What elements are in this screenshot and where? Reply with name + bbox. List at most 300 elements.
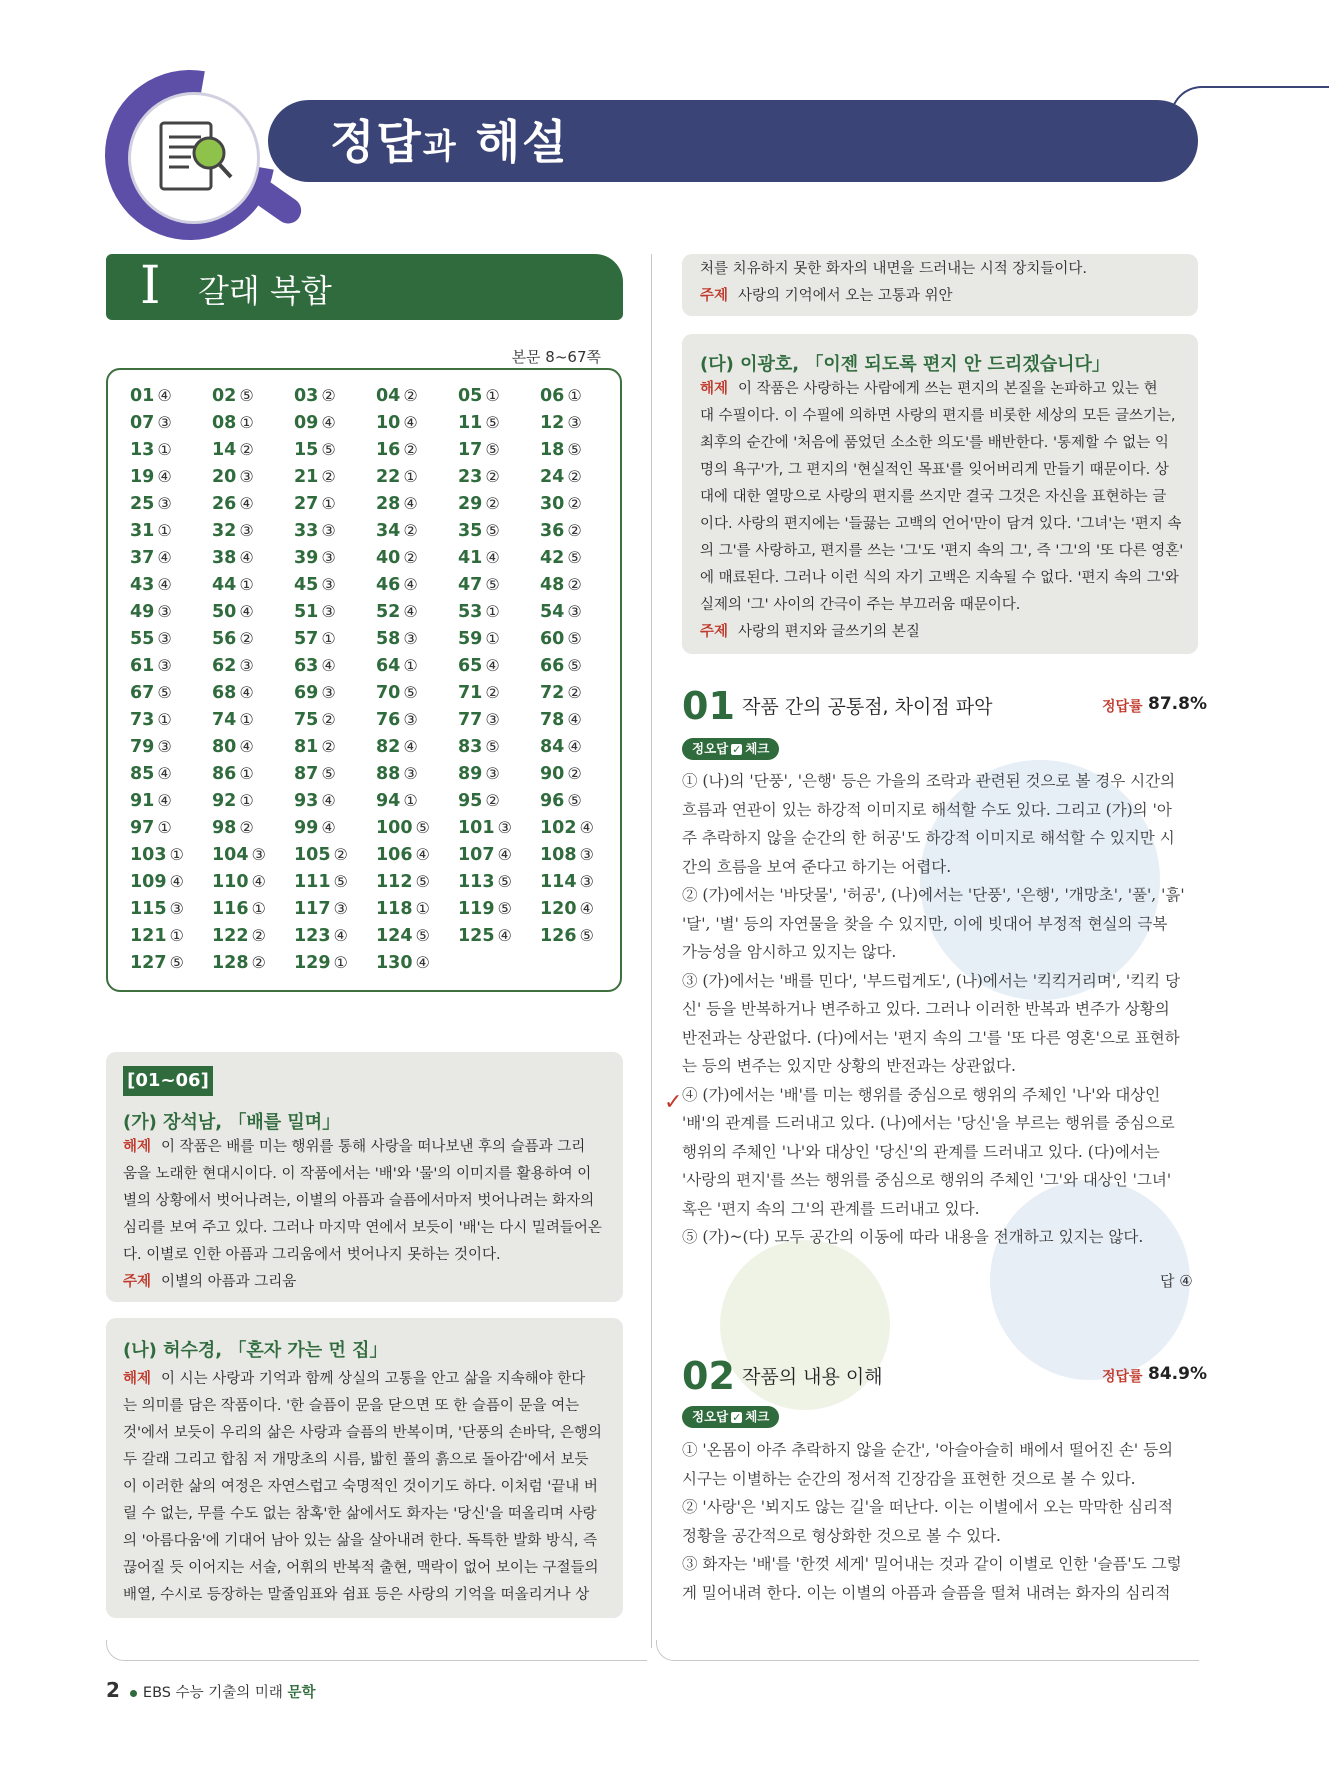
answer-choice: ②	[239, 629, 254, 648]
answer-item	[294, 467, 336, 487]
answer-item	[376, 926, 430, 946]
answer-choice: ④	[485, 548, 500, 567]
answer-choice: ②	[485, 494, 500, 513]
explanation-line: '배'의 관계를 드러내고 있다. (나)에서는 '당신'을 부르는 행위를 중심으로	[682, 1114, 1175, 1132]
answer-item	[376, 575, 418, 595]
answer-number: 63	[294, 656, 319, 676]
answer-choice: ④	[333, 926, 348, 945]
book-title: EBS 수능 기출의 미래	[142, 1685, 283, 1701]
answer-choice: ③	[403, 629, 418, 648]
answer-item	[212, 494, 254, 514]
answer-item	[458, 602, 500, 622]
answer-item	[212, 521, 254, 541]
section-title: 갈래 복합	[198, 272, 332, 310]
answer-number: 41	[458, 548, 483, 568]
answer-number: 04	[376, 386, 401, 406]
bullet-icon	[130, 1690, 137, 1697]
text-line: 명의 욕구'가, 그 편지의 '현실적인 목표'를 잊어버리게 만들기 때문이다. 상	[700, 462, 1169, 478]
answer-choice: ④	[251, 872, 266, 891]
answer-item	[130, 467, 172, 487]
answer-choice: ③	[239, 521, 254, 540]
answer-number: 57	[294, 629, 319, 649]
answer-number: 79	[130, 737, 155, 757]
answer-number: 06	[540, 386, 565, 406]
answer-choice: ③	[157, 656, 172, 675]
explanation-line: 정황을 공간적으로 형상화한 것으로 볼 수 있다.	[682, 1526, 1001, 1545]
answer-number: 08	[212, 413, 237, 433]
explanation-line: ② (가)에서는 '바닷물', '허공', (나)에서는 '단풍', '은행', '개망초', '풀', '흙'	[682, 886, 1185, 904]
answer-item	[130, 872, 184, 892]
answer-item	[212, 602, 254, 622]
answer-number: 86	[212, 764, 237, 784]
answer-item	[130, 737, 172, 757]
answer-item	[458, 521, 500, 541]
answer-number: 11	[458, 413, 483, 433]
answer-choice: ④	[169, 872, 184, 891]
answer-item	[212, 386, 254, 406]
answer-choice: ①	[169, 926, 184, 945]
answer-item	[130, 926, 184, 946]
answer-number: 49	[130, 602, 155, 622]
answer-item	[458, 386, 500, 406]
answer-number: 83	[458, 737, 483, 757]
answer-choice: ④	[485, 656, 500, 675]
answer-number: 47	[458, 575, 483, 595]
answer-number: 118	[376, 899, 413, 919]
answer-number: 106	[376, 845, 413, 865]
answer-choice: ⑤	[239, 386, 254, 405]
subject-label: 문학	[287, 1685, 316, 1701]
answer-choice: ①	[485, 629, 500, 648]
answer-number: 129	[294, 953, 331, 973]
text-line: 해제 이 작품은 사랑하는 사람에게 쓰는 편지의 본질을 논파하고 있는 현	[700, 381, 1158, 397]
label-juje: 주제	[700, 624, 729, 640]
answer-number: 108	[540, 845, 577, 865]
explanation-line: 시구는 이별하는 순간의 정서적 긴장감을 표현한 것으로 볼 수 있다.	[682, 1469, 1136, 1488]
answer-number: 70	[376, 683, 401, 703]
answer-number: 51	[294, 602, 319, 622]
answer-item	[212, 872, 266, 892]
answer-item	[458, 926, 512, 946]
answer-item	[130, 845, 184, 865]
answer-number: 12	[540, 413, 565, 433]
answer-item	[130, 764, 172, 784]
explanation-01	[682, 767, 1198, 1252]
answer-number: 34	[376, 521, 401, 541]
answer-item	[458, 899, 512, 919]
text-line: 최후의 순간에 '처음에 품었던 소소한 의도'를 배반한다. '통제할 수 없는 익	[700, 435, 1169, 451]
answer-number: 124	[376, 926, 413, 946]
answer-item	[212, 656, 254, 676]
answer-item	[294, 872, 348, 892]
answer-number: 17	[458, 440, 483, 460]
answer-choice: ②	[321, 737, 336, 756]
answer-number: 90	[540, 764, 565, 784]
answer-number: 117	[294, 899, 331, 919]
answer-number: 38	[212, 548, 237, 568]
answer-choice: ①	[485, 602, 500, 621]
answer-item	[540, 656, 582, 676]
answer-number: 97	[130, 818, 155, 838]
answer-item	[130, 629, 172, 649]
answer-number: 123	[294, 926, 331, 946]
answer-number: 05	[458, 386, 483, 406]
accuracy-label-01: 정답률	[1102, 699, 1143, 715]
answer-number: 113	[458, 872, 495, 892]
accuracy-label-02: 정답률	[1102, 1369, 1143, 1385]
answer-number: 10	[376, 413, 401, 433]
answer-choice: ④	[497, 845, 512, 864]
answer-choice: ②	[567, 683, 582, 702]
answer-item	[540, 521, 582, 541]
answer-number: 104	[212, 845, 249, 865]
answer-item	[212, 953, 266, 973]
answer-item	[540, 602, 582, 622]
answer-choice: ④	[239, 602, 254, 621]
answer-number: 119	[458, 899, 495, 919]
text-line: 는 의미를 담은 작품이다. '한 슬픔이 문을 닫으면 또 한 슬픔이 문을 여는	[123, 1398, 580, 1414]
answer-item	[130, 440, 172, 460]
answer-number: 27	[294, 494, 319, 514]
page-title: 정답과 해설	[330, 115, 569, 169]
footer-line-right	[656, 1640, 1199, 1661]
answer-number: 67	[130, 683, 155, 703]
answer-item	[130, 386, 172, 406]
answer-item	[540, 440, 582, 460]
answer-number: 121	[130, 926, 167, 946]
answer-choice: ⑤	[579, 926, 594, 945]
answer-choice: ②	[567, 494, 582, 513]
answer-choice: ③	[321, 521, 336, 540]
answer-choice: ①	[239, 575, 254, 594]
answer-item	[130, 656, 172, 676]
answer-number: 23	[458, 467, 483, 487]
question-title-01: 작품 간의 공통점, 차이점 파악	[742, 696, 993, 718]
answer-choice: ②	[485, 467, 500, 486]
answer-choice: ④	[321, 656, 336, 675]
answer-item	[130, 953, 184, 973]
answer-choice: ②	[333, 845, 348, 864]
answer-item	[294, 602, 336, 622]
answer-item	[458, 683, 500, 703]
answer-item	[294, 926, 348, 946]
answer-number: 15	[294, 440, 319, 460]
explanation-line: 반전과는 상관없다. (다)에서는 '편지 속의 그'를 '또 다른 영혼'으로 표현하	[682, 1028, 1180, 1047]
answer-choice: ③	[403, 710, 418, 729]
answer-number: 33	[294, 521, 319, 541]
answer-number: 48	[540, 575, 565, 595]
answer-number: 25	[130, 494, 155, 514]
answer-choice: ④	[157, 764, 172, 783]
label-juje: 주제	[700, 288, 729, 304]
answer-number: 45	[294, 575, 319, 595]
answer-number: 01	[130, 386, 155, 406]
document-search-icon	[128, 92, 260, 224]
answer-choice: ③	[321, 548, 336, 567]
answer-choice: ④	[321, 413, 336, 432]
answer-choice: ②	[321, 710, 336, 729]
answer-item	[212, 899, 266, 919]
answer-choice: ①	[321, 629, 336, 648]
answer-item	[376, 413, 418, 433]
answer-item	[458, 494, 500, 514]
answer-number: 77	[458, 710, 483, 730]
answer-item	[294, 710, 336, 730]
answer-item	[294, 575, 336, 595]
answer-number: 100	[376, 818, 413, 838]
answer-number: 13	[130, 440, 155, 460]
label-juje: 주제	[123, 1274, 152, 1290]
answer-number: 68	[212, 683, 237, 703]
answer-number: 80	[212, 737, 237, 757]
answer-number: 84	[540, 737, 565, 757]
answer-choice: ⑤	[497, 899, 512, 918]
answer-number: 103	[130, 845, 167, 865]
answer-number: 29	[458, 494, 483, 514]
answer-item	[130, 710, 172, 730]
answer-item	[212, 575, 254, 595]
answer-item	[212, 548, 254, 568]
answer-item	[458, 737, 500, 757]
theme-line: 주제 사랑의 기억에서 오는 고통과 위안	[700, 288, 953, 304]
label-haeje: 해제	[123, 1139, 152, 1155]
answer-number: 58	[376, 629, 401, 649]
answer-choice: ①	[403, 791, 418, 810]
text-line: 대 수필이다. 이 수필에 의하면 사랑의 편지를 비롯한 세상의 모든 글쓰기는,	[700, 408, 1176, 424]
explanation-line: ⑤ (가)~(다) 모두 공간의 이동에 따라 내용을 전개하고 있지는 않다.	[682, 1228, 1144, 1246]
answer-item	[458, 467, 500, 487]
answer-item	[294, 818, 336, 838]
explanation-line: 신' 등을 반복하거나 변주하고 있다. 그러나 이러한 반복과 변주가 상황의	[682, 1000, 1170, 1018]
answer-choice: ③	[239, 656, 254, 675]
theme-line: 주제 이별의 아픔과 그리움	[123, 1274, 297, 1290]
text-line: 실제의 '그' 사이의 간극이 주는 부끄러움 때문이다.	[700, 597, 1021, 613]
answer-choice: ⑤	[415, 926, 430, 945]
answer-number: 19	[130, 467, 155, 487]
answer-choice: ④	[157, 386, 172, 405]
answer-choice: ①	[157, 818, 172, 837]
answer-choice: ④	[239, 683, 254, 702]
text-line: 움을 노래한 현대시이다. 이 작품에서는 '배'와 '물'의 이미지를 활용하여 이	[123, 1166, 592, 1182]
answer-choice: ①	[415, 899, 430, 918]
answer-item	[376, 467, 418, 487]
passage-text-na-cont	[700, 256, 1190, 310]
answer-choice: ⑤	[321, 440, 336, 459]
answer-choice: ②	[485, 683, 500, 702]
text-line: 배열, 수시로 등장하는 말줄임표와 쉼표 등은 사랑의 기억을 떠올리거나 상	[123, 1587, 590, 1603]
answer-number: 127	[130, 953, 167, 973]
answer-choice: ④	[321, 791, 336, 810]
answer-choice: ⑤	[485, 737, 500, 756]
answer-number: 78	[540, 710, 565, 730]
answer-choice: ④	[567, 737, 582, 756]
answer-item	[458, 764, 500, 784]
answer-item	[294, 656, 336, 676]
answer-number: 115	[130, 899, 167, 919]
answer-item	[130, 413, 172, 433]
answer-choice: ②	[485, 791, 500, 810]
answer-item	[376, 953, 430, 973]
answer-choice: ①	[157, 440, 172, 459]
answer-number: 35	[458, 521, 483, 541]
answer-number: 98	[212, 818, 237, 838]
answer-item	[294, 440, 336, 460]
question-title-02: 작품의 내용 이해	[742, 1366, 883, 1388]
answer-item	[212, 737, 254, 757]
answer-choice: ③	[169, 899, 184, 918]
answer-item	[540, 737, 582, 757]
answer-choice: ③	[321, 602, 336, 621]
answer-choice: ④	[579, 818, 594, 837]
answer-number: 107	[458, 845, 495, 865]
explanation-line: ③ (가)에서는 '배를 민다', '부드럽게도', (나)에서는 '킥킥거리며', '킥킥 당	[682, 971, 1181, 990]
passage-text-na	[123, 1366, 613, 1609]
answer-number: 16	[376, 440, 401, 460]
explanation-line: ① '온몸이 아주 추락하지 않을 순간', '아슬아슬히 배에서 떨어진 손' 등의	[682, 1441, 1174, 1459]
text-line: 이다. 사랑의 편지에는 '들끓는 고백의 언어'만이 담겨 있다. '그녀'는 '편지 속	[700, 516, 1182, 532]
answer-item	[458, 656, 500, 676]
answer-number: 130	[376, 953, 413, 973]
answer-number: 14	[212, 440, 237, 460]
answer-item	[540, 494, 582, 514]
passage-title-na: (나) 허수경, 「혼자 가는 먼 집」	[123, 1340, 388, 1361]
answer-item	[130, 494, 172, 514]
check-badge-01: 정오답 ✓ 체크	[682, 738, 779, 760]
answer-choice: ①	[333, 953, 348, 972]
answer-item	[130, 521, 172, 541]
explanation-line: 게 밀어내려 한다. 이는 이별의 아픔과 슬픔을 떨쳐 내려는 화자의 심리적	[682, 1583, 1171, 1602]
answer-number: 31	[130, 521, 155, 541]
answer-number: 102	[540, 818, 577, 838]
theme-line: 주제 사랑의 편지와 글쓰기의 본질	[700, 624, 920, 640]
answer-item	[376, 494, 418, 514]
answer-item	[540, 791, 582, 811]
answer-choice: ⑤	[567, 440, 582, 459]
answer-number: 111	[294, 872, 331, 892]
answer-choice: ⑤	[497, 872, 512, 891]
answer-number: 87	[294, 764, 319, 784]
answer-number: 128	[212, 953, 249, 973]
answer-item	[376, 629, 418, 649]
answer-number: 112	[376, 872, 413, 892]
answer-choice: ⑤	[485, 575, 500, 594]
explanation-line: ③ 화자는 '배'를 '한껏 세게' 밀어내는 것과 같이 이별로 인한 '슬픔'도 그렇	[682, 1555, 1182, 1573]
answer-number: 126	[540, 926, 577, 946]
answer-item	[376, 764, 418, 784]
text-line: 끊어질 듯 이어지는 서술, 어휘의 반복적 출현, 맥락이 없어 보이는 구절들의	[123, 1560, 599, 1576]
answer-number: 09	[294, 413, 319, 433]
answer-item	[212, 845, 266, 865]
answer-number: 71	[458, 683, 483, 703]
answer-choice: ②	[251, 953, 266, 972]
answer-choice: ④	[579, 899, 594, 918]
answer-choice: ⑤	[485, 521, 500, 540]
answer-number: 109	[130, 872, 167, 892]
answer-choice: ⑤	[485, 413, 500, 432]
answer-item	[376, 791, 418, 811]
answer-choice: ③	[485, 710, 500, 729]
answer-number: 69	[294, 683, 319, 703]
answer-item	[540, 818, 594, 838]
answer-choice: ⑤	[403, 683, 418, 702]
answer-choice: ③	[157, 413, 172, 432]
footer	[106, 1678, 315, 1702]
answer-number: 21	[294, 467, 319, 487]
answer-item	[540, 548, 582, 568]
answer-number: 22	[376, 467, 401, 487]
answer-item	[540, 764, 582, 784]
header-accent-line	[1170, 86, 1329, 136]
page-range: 본문 8~67쪽	[511, 348, 601, 366]
check-badge-02: 정오답 ✓ 체크	[682, 1406, 779, 1428]
explanation-line: ④ (가)에서는 '배'를 미는 행위를 중심으로 행위의 주체인 '나'와 대상인	[682, 1085, 1161, 1104]
answer-choice: ③	[567, 602, 582, 621]
answer-choice: ①	[251, 899, 266, 918]
answer-choice: ③	[239, 467, 254, 486]
answer-number: 94	[376, 791, 401, 811]
answer-choice: ①	[567, 386, 582, 405]
passage-title-da: (다) 이광호, 「이젠 되도록 편지 안 드리겠습니다」	[700, 354, 1110, 375]
answer-choice: ⑤	[485, 440, 500, 459]
answer-item	[458, 845, 512, 865]
answer-number: 43	[130, 575, 155, 595]
answer-item	[212, 629, 254, 649]
explanation-line: 간의 흐름을 보여 준다고 하기는 어렵다.	[682, 857, 952, 876]
answer-number: 116	[212, 899, 249, 919]
answer-item	[458, 629, 500, 649]
explanation-line: 가능성을 암시하고 있지는 않다.	[682, 943, 897, 961]
answer-number: 36	[540, 521, 565, 541]
explanation-02	[682, 1436, 1198, 1607]
answer-number: 32	[212, 521, 237, 541]
answer-item	[294, 764, 336, 784]
answer-item	[540, 467, 582, 487]
answer-choice: ②	[567, 575, 582, 594]
accuracy-rate-01: 87.8%	[1148, 694, 1207, 714]
explanation-line: 행위의 주체인 '나'와 대상인 '당신'의 관계를 드러내고 있다. (다)에서는	[682, 1142, 1160, 1161]
answer-item	[540, 575, 582, 595]
answer-item	[294, 683, 336, 703]
answer-item	[294, 629, 336, 649]
answer-item	[212, 764, 254, 784]
answer-choice: ③	[497, 818, 512, 837]
answer-item	[376, 521, 418, 541]
answer-item	[376, 872, 430, 892]
answer-choice: ④	[157, 467, 172, 486]
answer-number: 65	[458, 656, 483, 676]
answer-item	[130, 791, 172, 811]
answer-choice: ④	[157, 575, 172, 594]
section-header	[106, 254, 623, 320]
answer-choice: ③	[485, 764, 500, 783]
answer-number: 125	[458, 926, 495, 946]
text-line: 의 그'를 사랑하고, 편지를 쓰는 '그'도 '편지 속의 그', 즉 '그'의 '또 다른 영혼'	[700, 543, 1184, 559]
answer-choice: ④	[403, 494, 418, 513]
answer-choice: ④	[239, 548, 254, 567]
answer-number: 39	[294, 548, 319, 568]
answer-number: 92	[212, 791, 237, 811]
answer-number: 50	[212, 602, 237, 622]
answer-item	[130, 548, 172, 568]
answer-choice: ②	[403, 521, 418, 540]
answer-item	[376, 683, 418, 703]
answer-choice: ③	[567, 413, 582, 432]
question-range-tag: [01~06]	[123, 1066, 213, 1096]
answer-choice: ②	[567, 521, 582, 540]
answer-number: 120	[540, 899, 577, 919]
answer-choice: ③	[157, 602, 172, 621]
answer-item	[294, 953, 348, 973]
